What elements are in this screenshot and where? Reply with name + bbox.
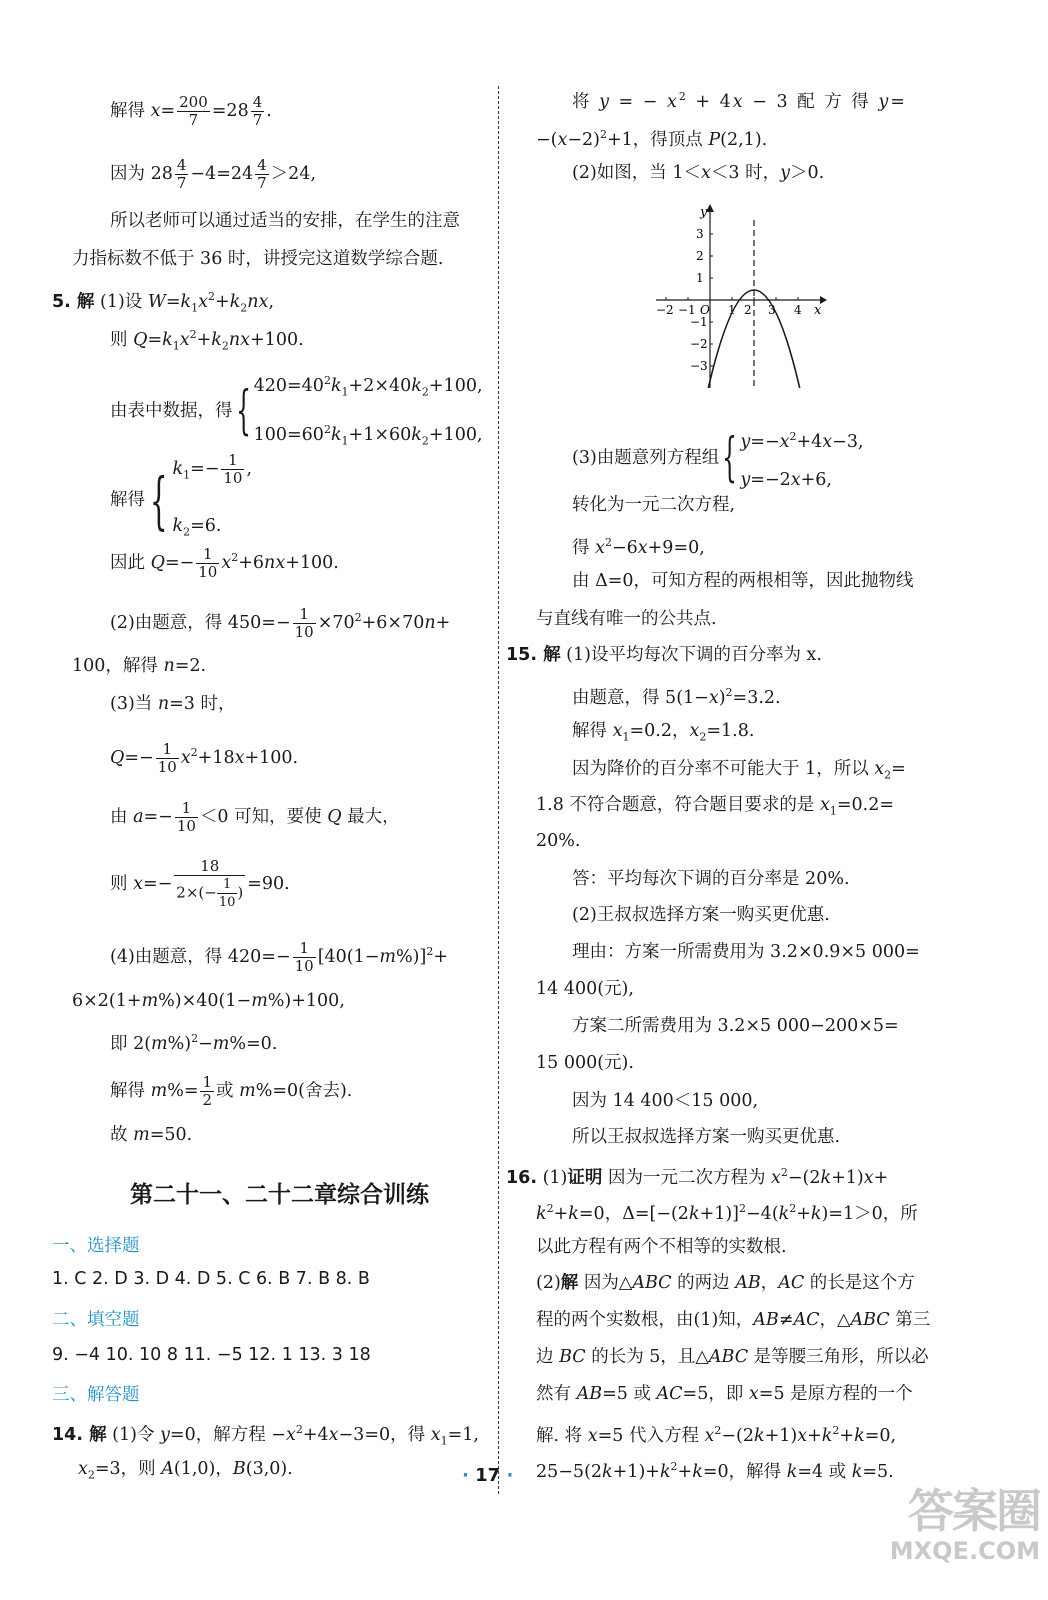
x-tick-label: 3 — [768, 303, 776, 317]
delta-line: 由 Δ=0，可知方程的两根相等，因此抛物线 — [572, 571, 914, 591]
chapter-title: 第二十一、二十二章综合训练 — [130, 1182, 429, 1208]
p16-line: 程的两个实数根，由(1)知，AB≠AC，△ABC 第三 — [536, 1310, 931, 1330]
p15-line: 因为降价的百分率不可能大于 1，所以 $x_2=$ — [572, 759, 906, 782]
left-brace-icon: { — [235, 381, 251, 442]
system-equations-2: $y=-x^2+4x-3$, y=−2x+6, — [740, 430, 864, 490]
problem-15-label: 15. 解 — [506, 645, 561, 665]
vertex-line-2: $-(x-2)^2+1$，得顶点 P(2,1). — [536, 128, 768, 150]
origin-label: O — [700, 303, 710, 317]
p15-line: 解得 $x_1=0.2$，$x_2=1.8$. — [572, 721, 755, 744]
y-tick-label: 1 — [696, 271, 704, 285]
delta-line-2: 与直线有唯一的公共点. — [536, 609, 717, 629]
p16-line: $25-5(2k+1)+k^2+k=0$，解得 k=4 或 k=5. — [536, 1460, 894, 1482]
y-tick-label: 3 — [696, 227, 704, 241]
fill-answers: 9. −4 10. 10 8 11. −5 12. 1 13. 3 18 — [52, 1345, 371, 1365]
part-3-q: Q=− $\frac{1}{10}$ $x^2+18x+100$. — [110, 740, 299, 776]
section-fill-blank: 二、填空题 — [52, 1310, 140, 1330]
page-number: · 17 · — [462, 1465, 514, 1486]
x-tick-label: −1 — [678, 303, 696, 317]
section-multiple-choice: 一、选择题 — [52, 1236, 140, 1256]
problem-15-line — [506, 644, 822, 666]
y-tick-label: −3 — [690, 359, 708, 373]
part-4-line: (4)由题意，得 420=− $\frac{1}{10}$ $[40(1-m\%)]^2+$ — [110, 939, 448, 975]
system-intro-2: (3)由题意列方程组 — [572, 447, 720, 468]
x-axis-label: x — [814, 303, 822, 318]
part-4-continue: 6×2(1+m%)×40(1−m%)+100, — [72, 991, 345, 1011]
part-4-simplify: 即 $2(m\%)^2-m\%=0$. — [110, 1032, 278, 1054]
p15-line: 由题意，得 $5(1-x)^2=3.2$. — [572, 686, 781, 708]
p15-line: 方案二所需费用为 3.2×5 000−200×5= — [572, 1016, 899, 1036]
system-line — [572, 418, 864, 499]
section-solve: 三、解答题 — [52, 1385, 140, 1405]
problem-5-line: 5. 解 (1)设 $W=k_1x^2+k_2nx$, — [52, 290, 275, 315]
problem-5-label: 5. 解 — [52, 291, 95, 312]
p15-line: 理由：方案一所需费用为 3.2×0.9×5 000= — [572, 942, 920, 962]
p15-line: 1.8 不符合题意，符合题目要求的是 $x_1=0.2=$ — [536, 795, 895, 818]
k-values: $k_1=-$ $\frac{1}{10}$ , $k_2=6$. — [172, 451, 253, 538]
p15-line: 20%. — [536, 831, 581, 851]
y-tick-label: −1 — [690, 315, 708, 329]
watermark-logo — [860, 1485, 1040, 1565]
part-3-line: (3)当 n=3 时， — [110, 694, 236, 714]
p15-line: 所以王叔叔选择方案一购买更优惠. — [572, 1127, 841, 1147]
part-2-result: 100，解得 n=2. — [72, 656, 207, 676]
vertex-line-1: 将 y = − $x^2 + 4x - 3$ 配 方 得 y= — [572, 90, 907, 112]
y-tick-label: 2 — [696, 249, 704, 263]
p16-line: 然有 AB=5 或 AC=5，即 x=5 是原方程的一个 — [536, 1384, 913, 1404]
x-tick-label: −2 — [656, 303, 674, 317]
conclusion-line-1: 所以老师可以通过适当的安排，在学生的注意 — [110, 211, 460, 231]
p16-line: 以此方程有两个不相等的实数根. — [536, 1237, 787, 1257]
x-tick-label: 4 — [794, 303, 802, 317]
problem-14-line-2: $x_2=3$，则 A(1,0)，B(3,0). — [78, 1459, 293, 1482]
p15-line: 14 400(元), — [536, 979, 634, 999]
watermark-text: 答案圈 — [908, 1484, 1040, 1538]
mc-answers: 1. C 2. D 3. D 4. D 5. C 6. B 7. B 8. B — [52, 1269, 370, 1289]
q-definition-line: 则 $Q=k_1x^2+k_2nx+100$. — [110, 328, 304, 353]
compare-line: 因为 28 $\frac{4}{7}$ −4=24 $\frac{4}{7}$ ＞24, — [110, 156, 317, 192]
p16-line: 解. 将 x=5 代入方程 $x^2-(2k+1)x+k^2+k=0$, — [536, 1424, 897, 1446]
part-2-line: (2)由题意，得 450=− $\frac{1}{10}$ $\times 70^2+6\times 70n+$ — [110, 605, 451, 641]
p15-line: 15 000(元). — [536, 1053, 634, 1073]
page-number-value: 17 — [475, 1465, 501, 1486]
y-tick-label: −2 — [690, 337, 708, 351]
system-intro: 由表中数据，得 — [110, 400, 233, 421]
y-axis-label: y — [700, 205, 708, 220]
p15-text: (1)设平均每次下调的百分率为 x. — [566, 645, 822, 665]
left-brace-icon: { — [722, 428, 738, 489]
system-equations: $420=40^2k_1+2\times 40k_2+100$, $100=60^2k_1+1\times 60k_2+100$, — [253, 374, 483, 448]
parabola-graph — [648, 198, 828, 394]
graph-statement: (2)如图，当 1＜x＜3 时，y＞0. — [572, 163, 825, 183]
column-divider — [498, 86, 499, 1494]
part-4-answer: 故 m=50. — [110, 1125, 193, 1145]
q-formula-line: 因此 Q=− $\frac{1}{10}$ $x^2+6nx+100$. — [110, 545, 339, 581]
k-solution-system — [110, 444, 252, 557]
convert-line: 转化为一元二次方程, — [572, 495, 736, 515]
part-3-x: 则 x=− 18 2×(− $\frac{1}{10}$ ) =90. — [110, 857, 290, 910]
p15-line: 因为 14 400＜15 000, — [572, 1091, 759, 1111]
conclusion-line-2: 力指标数不低于 36 时，讲授完这道数学综合题. — [72, 249, 444, 269]
x-tick-label: 2 — [744, 303, 752, 317]
part-4-solve: 解得 m%= $\frac{1}{2}$ 或 m%=0(舍去). — [110, 1073, 353, 1109]
p16-line: (2)解 因为△ABC 的两边 AB，AC 的长是这个方 — [536, 1273, 915, 1293]
quadratic-line: 得 $x^2-6x+9=0$, — [572, 536, 705, 558]
problem-14-line: 14. 解 (1)令 y=0，解方程 $-x^2+4x-3=0$，得 $x_1=1$, — [52, 1423, 479, 1448]
solve-x-line: 解得 x= $\frac{200}{7}$ =28 $\frac{4}{7}$ . — [110, 93, 272, 129]
problem-14-label: 14. 解 — [52, 1424, 107, 1445]
p15-line: 答：平均每次下调的百分率是 20%. — [572, 869, 850, 889]
watermark-url: MXQE.COM — [889, 1537, 1040, 1565]
problem-16-line: 16. (1)证明 因为一元二次方程为 $x^2-(2k+1)x+$ — [506, 1166, 889, 1188]
p16-line: 边 BC 的长为 5，且△ABC 是等腰三角形，所以必 — [536, 1347, 929, 1367]
left-brace-icon: { — [149, 463, 168, 537]
problem-16-label: 16. — [506, 1167, 538, 1188]
x-tick-label: 1 — [728, 303, 736, 317]
part-3-max: 由 a=− $\frac{1}{10}$ ＜0 可知，要使 Q 最大， — [110, 799, 400, 835]
p16-line: $k^2+k=0$，$\Delta=[-(2k+1)]^2-4(k^2+k)=1>0$，所 — [536, 1202, 918, 1224]
solve-intro: 解得 — [110, 490, 145, 510]
p15-line: (2)王叔叔选择方案一购买更优惠. — [572, 905, 830, 925]
